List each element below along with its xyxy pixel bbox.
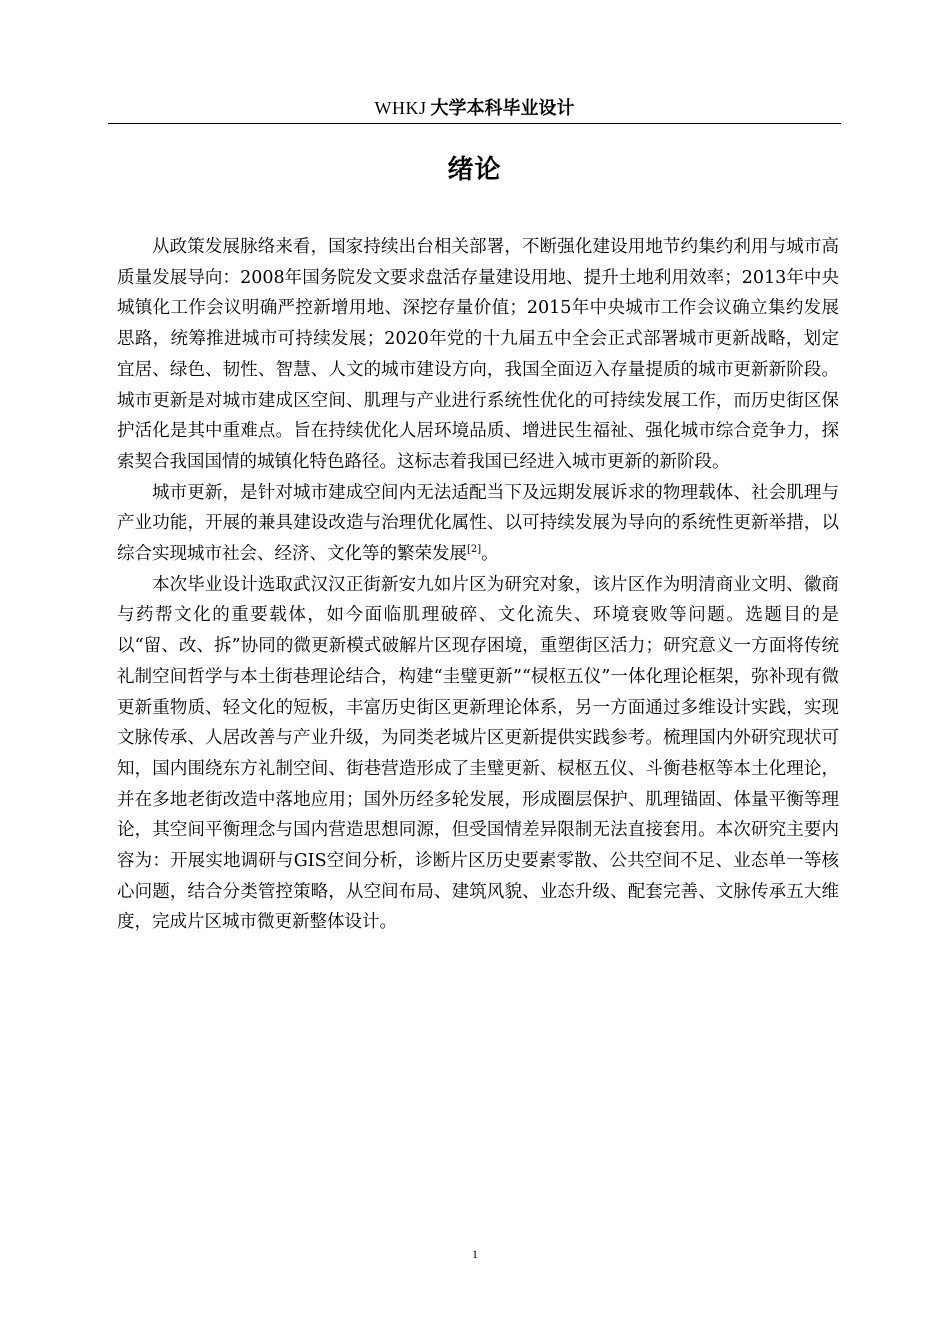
header-code: WHKJ — [374, 98, 427, 118]
paragraph-urban-renewal — [117, 478, 839, 570]
header-rule — [108, 123, 841, 124]
running-header — [108, 96, 841, 120]
citation-marker: [2] — [467, 544, 482, 556]
paragraph-end: 。 — [481, 544, 499, 565]
page-number: 1 — [472, 1247, 478, 1261]
paragraph-text: 城市更新，是针对城市建成空间内无法适配当下及远期发展诉求的物理载体、社会肌理与产业功能，开展的兼具建设改造与治理优化属性、以可持续发展为导向的系统性更新举措，以综合实现城市社会、经济、文化等的繁荣发展 — [117, 482, 839, 565]
paragraph-project: 本次毕业设计选取武汉汉正街新安九如片区为研究对象，该片区作为明清商业文明、徽商与药帮文化的重要载体，如今面临肌理破碎、文化流失、环境衰败等问题。选题目的是以“留、改、拆”协同的微更新模式破解片区现存困境，重塑街区活力；研究意义一方面将传统礼制空间哲学与本土街巷理论结合，构建“圭璧更新”“棂枢五仪”一体化理论框架，弥补现有微更新重物质、轻文化的短板，丰富历史街区更新理论体系，另一方面通过多维设计实践，实现文脉传承、人居改善与产业升级，为同类老城片区更新提供实践参考。梳理国内外研究现状可知，国内围绕东方礼制空间、街巷营造形成了圭璧更新、棂枢五仪、斗衡巷枢等本土化理论，并在多地老街改造中落地应用；国外历经多轮发展，形成圈层保护、肌理锚固、体量平衡等理论，其空间平衡理念与国内营造思想同源，但受国情差异限制无法直接套用。本次研究主要内容为：开展实地调研与GIS空间分析，诊断片区历史要素零散、公共空间不足、业态单一等核心问题，结合分类管控策略，从空间布局、建筑风貌、业态升级、配套完善、文脉传承五大维度，完成片区城市微更新整体设计。 — [117, 574, 839, 933]
paragraph-policy: 从政策发展脉络来看，国家持续出台相关部署，不断强化建设用地节约集约利用与城市高质量发展导向：2008年国务院发文要求盘活存量建设用地、提升土地利用效率；2013年中央城镇化工作会议明确严控新增用地、深挖存量价值；2015年中央城市工作会议确立集约发展思路，统筹推进城市可持续发展；2020年党的十九届五中全会正式部署城市更新战略，划定宜居、绿色、韧性、智慧、人文的城市建设方向，我国全面迈入存量提质的城市更新新阶段。城市更新是对城市建成区空间、肌理与产业进行系统性优化的可持续发展工作，而历史街区保护活化是其中重难点。旨在持续优化人居环境品质、增进民生福祉、强化城市综合竞争力，探索契合我国国情的城镇化特色路径。这标志着我国已经进入城市更新的新阶段。 — [117, 237, 839, 472]
header-caption: 大学本科毕业设计 — [430, 98, 575, 119]
chapter-title: 绪论 — [447, 155, 502, 185]
body-text — [117, 232, 839, 938]
